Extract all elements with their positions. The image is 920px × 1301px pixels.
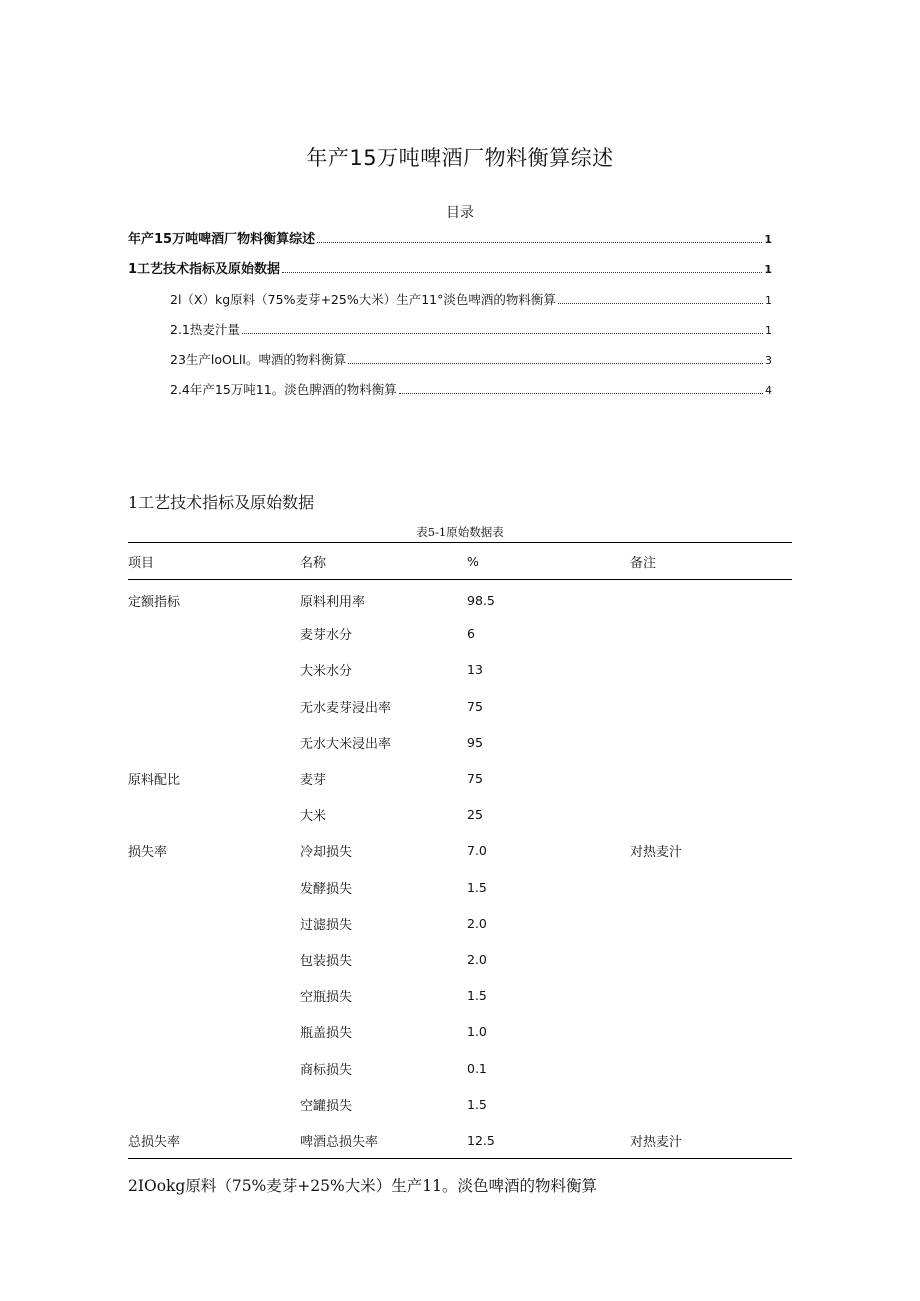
cell-name: 原料利用率 <box>300 595 366 611</box>
cell-name: 大米 <box>300 809 327 825</box>
toc-entry-page: 4 <box>765 384 772 397</box>
cell-name: 麦芽水分 <box>300 628 353 644</box>
cell-remark <box>630 869 792 905</box>
cell-name: 无水麦芽浸出率 <box>300 700 392 716</box>
toc-leader-dots <box>317 242 762 243</box>
cell-percent: 75 <box>467 771 483 787</box>
cell-name: 无水大米浸出率 <box>300 736 392 752</box>
cell-percent: 75 <box>467 698 483 714</box>
cell-item <box>128 652 300 688</box>
cell-item <box>128 941 300 977</box>
cell-percent: 1.5 <box>467 988 487 1004</box>
cell-percent: 98.5 <box>467 593 495 609</box>
cell-item <box>128 869 300 905</box>
table-row <box>128 1086 792 1122</box>
cell-percent: 2.0 <box>467 915 487 931</box>
toc-leader-dots <box>282 272 762 273</box>
cell-percent: 12.5 <box>467 1122 630 1158</box>
document-title: 年产15万吨啤酒厂物料衡算综述 <box>306 146 614 170</box>
cell-item <box>128 1086 300 1122</box>
table-caption: 表5-1原始数据表 <box>416 525 504 539</box>
cell-name: 发酵损失 <box>300 881 353 897</box>
cell-name: 瓶盖损失 <box>300 1026 353 1042</box>
table-row <box>128 1014 792 1050</box>
toc-entry-text: 23生产loOLlI。啤酒的物料衡算 <box>170 352 346 367</box>
cell-item: 原料配比 <box>128 773 181 789</box>
cell-name: 包装损失 <box>300 953 353 969</box>
table-row <box>128 905 792 941</box>
cell-percent: 1.5 <box>467 1096 487 1112</box>
cell-item <box>128 688 300 724</box>
cell-percent: 1.0 <box>467 1024 487 1040</box>
toc-entry-text: 2l（X）kg原料（75%麦芽+25%大米）生产11°淡色啤酒的物料衡算 <box>170 292 556 307</box>
cell-percent: 0.1 <box>467 1060 487 1076</box>
toc-leader-dots <box>399 393 763 394</box>
toc-entry[interactable] <box>128 290 772 320</box>
table-row <box>128 1122 792 1158</box>
cell-percent: 25 <box>467 807 483 823</box>
cell-percent: 95 <box>467 734 483 750</box>
section-heading: 1工艺技术指标及原始数据 <box>128 493 315 512</box>
table-row <box>128 869 792 905</box>
toc-entry-text: 2.1热麦汁量 <box>170 322 240 337</box>
cell-name: 冷却损失 <box>300 845 353 861</box>
toc-entry[interactable] <box>128 320 772 350</box>
toc-entry[interactable] <box>128 260 772 290</box>
cell-remark <box>630 1014 792 1050</box>
cell-percent: 2.0 <box>467 951 487 967</box>
table-row <box>128 760 792 796</box>
table-row <box>128 797 792 833</box>
raw-data-table <box>128 542 792 1159</box>
cell-item <box>128 905 300 941</box>
cell-item <box>128 978 300 1014</box>
toc-entry[interactable] <box>128 350 772 380</box>
cell-remark <box>630 1086 792 1122</box>
cell-remark <box>630 724 792 760</box>
toc-entry-text: 年产15万吨啤酒厂物料衡算综述 <box>128 232 316 247</box>
toc-entry[interactable] <box>128 380 772 410</box>
cell-item: 损失率 <box>128 845 168 861</box>
cell-percent: 7.0 <box>467 843 487 859</box>
table-row <box>128 833 792 869</box>
cell-name: 大米水分 <box>300 664 353 680</box>
header-item: 项目 <box>128 543 300 580</box>
table-row <box>128 941 792 977</box>
toc-entry-page: 1 <box>765 324 772 337</box>
cell-name: 麦芽 <box>300 773 327 789</box>
cell-percent: 1.5 <box>467 879 487 895</box>
toc-entry-page: 3 <box>765 354 772 367</box>
toc-leader-dots <box>558 303 763 304</box>
cell-name: 过滤损失 <box>300 917 353 933</box>
table-header-row <box>128 543 792 580</box>
cell-remark <box>630 978 792 1014</box>
toc-entry-text: 2.4年产15万吨11。淡色脾酒的物料衡算 <box>170 382 397 397</box>
cell-percent: 6 <box>467 626 475 642</box>
cell-percent: 13 <box>467 662 483 678</box>
toc-entry-page: 1 <box>765 294 772 307</box>
header-remark: 备注 <box>630 543 792 580</box>
cell-remark: 对热麦汁 <box>630 845 683 861</box>
cell-item: 总损失率 <box>128 1122 300 1158</box>
table-row <box>128 652 792 688</box>
cell-remark <box>630 797 792 833</box>
cell-name: 空罐损失 <box>300 1098 353 1114</box>
table-row <box>128 724 792 760</box>
cell-remark <box>630 580 792 616</box>
cell-remark <box>630 941 792 977</box>
cell-item <box>128 1014 300 1050</box>
table-row <box>128 688 792 724</box>
cell-item <box>128 724 300 760</box>
toc-entry-text: 1工艺技术指标及原始数据 <box>128 262 281 277</box>
next-section-heading: 2IOokg原料（75%麦芽+25%大米）生产11。淡色啤酒的物料衡算 <box>128 1177 597 1195</box>
toc-heading: 目录 <box>446 205 474 221</box>
cell-name: 商标损失 <box>300 1062 353 1078</box>
toc-entry-page: 1 <box>764 263 772 276</box>
table-row <box>128 616 792 652</box>
cell-name: 啤酒总损失率 <box>300 1122 467 1158</box>
header-percent: % <box>467 543 630 580</box>
cell-remark <box>630 1050 792 1086</box>
table-row <box>128 1050 792 1086</box>
header-name: 名称 <box>300 543 467 580</box>
cell-remark <box>630 760 792 796</box>
table-of-contents <box>128 230 772 410</box>
toc-leader-dots <box>242 333 763 334</box>
toc-leader-dots <box>348 363 763 364</box>
cell-remark <box>630 905 792 941</box>
cell-item <box>128 1050 300 1086</box>
cell-item: 定额指标 <box>128 595 181 611</box>
cell-name: 空瓶损失 <box>300 990 353 1006</box>
cell-remark <box>630 616 792 652</box>
cell-item <box>128 797 300 833</box>
cell-remark <box>630 688 792 724</box>
table-row <box>128 580 792 616</box>
cell-remark: 对热麦汁 <box>630 1122 792 1158</box>
table-row <box>128 978 792 1014</box>
cell-remark <box>630 652 792 688</box>
cell-item <box>128 616 300 652</box>
toc-entry[interactable] <box>128 230 772 260</box>
toc-entry-page: 1 <box>764 233 772 246</box>
